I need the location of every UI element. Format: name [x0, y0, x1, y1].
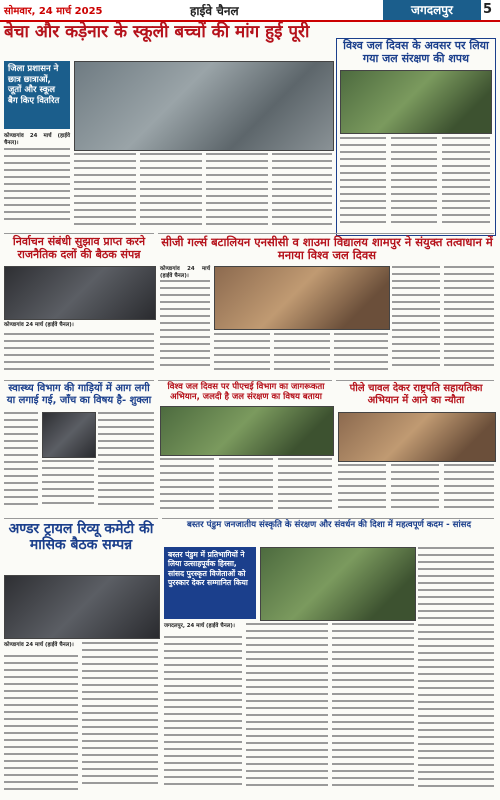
story3-photo-meeting: [4, 266, 156, 320]
story7-body-col3: [444, 464, 494, 514]
story4-body-col4: [334, 333, 388, 375]
story6-photo-group: [160, 406, 334, 456]
story9-body-col3: [332, 623, 414, 795]
story4-body-col2: [214, 333, 270, 375]
story4-body-col5: [392, 266, 440, 374]
story8-headline: अण्डर ट्रायल रिव्यू कमेटी की मासिक बैठक सम्पन्न: [8, 521, 154, 554]
story7-headline: पीले चावल देकर राष्ट्रपति सहायतिका अभियान में आने का न्यौता: [349, 383, 483, 406]
story5-body-col3: [98, 412, 154, 514]
story4-body-col1: [160, 266, 210, 374]
divider-line: [4, 518, 158, 519]
story5-headline: स्वास्थ्य विभाग की गाड़ियों में आग लगी या लगाई गई, जाँच का विषय है- शुक्ला: [6, 383, 152, 406]
story7-body-col2: [391, 464, 439, 514]
story1-subhead-text: जिला प्रशासन ने छात्र छात्राओं, जूतों और स्कूल बैग किए वितरित: [8, 64, 60, 106]
story8-body-col2: [82, 642, 158, 795]
story1-body-col5: [272, 153, 332, 229]
story1-body-col1: [4, 148, 70, 228]
story9-body-col-right: [418, 547, 494, 795]
story9-headline: बस्तर पंडुम जनजातीय संस्कृति के संरक्षण और संवर्धन की दिशा में महत्वपूर्ण कदम - सांसद: [186, 520, 472, 530]
divider-line: [162, 518, 494, 519]
divider-line: [4, 233, 154, 234]
story9-subhead-text: बस्तर पंडुम में प्रतिभागियों ने लिया उत्साहपूर्वक हिस्सा, सांसद पुरस्कृत विजेताओं को पुरस्कार देकर सम्मानित किया: [168, 550, 248, 587]
story2-headline: विश्व जल दिवस के अवसर पर लिया गया जल संरक्षण की शपथ: [343, 39, 489, 65]
story1-subhead: [4, 61, 70, 129]
story1-dateline: कोण्डागांव 24 मार्च (हाईवे चैनल)।: [4, 133, 70, 147]
story5-body-col2: [42, 460, 94, 514]
story6-body-col1: [160, 458, 214, 514]
issue-date: सोमवार, 24 मार्च 2025: [4, 6, 103, 17]
story4-dateline: कोण्डागांव 24 मार्च (हाईवे चैनल)।: [160, 266, 210, 280]
page-header: [0, 0, 500, 22]
story8-dateline-col: [4, 642, 78, 652]
story4-dateline-col: [160, 266, 210, 280]
story9-subhead: [164, 547, 256, 619]
story3-headline: निर्वाचन संबंधी सुझाव प्राप्त करने राजनैतिक दलों की बैठक संपन्न: [12, 235, 146, 261]
story9-dateline: जगदलपुर, 24 मार्च (हाईवे चैनल)।: [164, 623, 235, 629]
story2-body-col3: [442, 137, 490, 229]
city-banner: जगदलपुर: [383, 0, 481, 20]
story4-body-col3: [274, 333, 330, 375]
story1-photo-children: [74, 61, 334, 151]
story9-body-col2: [246, 623, 328, 795]
story6-body-col3: [278, 458, 332, 514]
story4-body-col6: [444, 266, 494, 374]
story5-photo-portrait: [42, 412, 96, 458]
story2-photo-main: [340, 70, 492, 134]
story9-photo-stage: [260, 547, 416, 621]
story2-body-col1: [340, 137, 386, 229]
newspaper-brand: हाईवे चैनल: [190, 4, 239, 18]
story1-headline: बेचा और कड़ेनार के स्कूली बच्चों की मांग हुई पूरी: [4, 22, 310, 42]
story4-headline: सीजी गर्ल्स बटालियन एनसीसी व शाउमा विद्यालय शामपुर ने संयुक्त तत्वाधान में मनाया विश्व जल दिवस: [161, 235, 493, 263]
story4-photo-cadets: [214, 266, 390, 330]
divider-line: [158, 233, 494, 234]
story6-headline: विश्व जल दिवस पर पीएचई विभाग का जागरूकता अभियान, जलदी है जल संरक्षण का विषय बताया: [167, 382, 325, 402]
divider-line: [4, 380, 154, 381]
story2-body-col2: [391, 137, 437, 229]
story3-dateline: कोण्डागांव 24 मार्च (हाईवे चैनल)।: [4, 322, 74, 328]
story3-dateline-col: [4, 322, 154, 332]
story7-photo-village: [338, 412, 496, 462]
story1-body-col3: [140, 153, 202, 229]
story8-photo-meeting: [4, 575, 160, 639]
story8-body-col1: [4, 655, 78, 795]
story9-body-col1: [164, 636, 242, 795]
story1-body-col4: [206, 153, 268, 229]
page-number: 5: [483, 2, 493, 17]
story9-dateline-col: [164, 623, 242, 633]
divider-line: [158, 380, 332, 381]
story7-body-col1: [338, 464, 386, 514]
story1-body-col2: [74, 153, 136, 229]
story3-body: [4, 333, 154, 377]
story8-dateline: कोण्डागांव 24 मार्च (हाईवे चैनल)।: [4, 642, 74, 648]
divider-line: [336, 380, 494, 381]
story6-body-col2: [219, 458, 273, 514]
story5-body-col1: [4, 412, 38, 514]
